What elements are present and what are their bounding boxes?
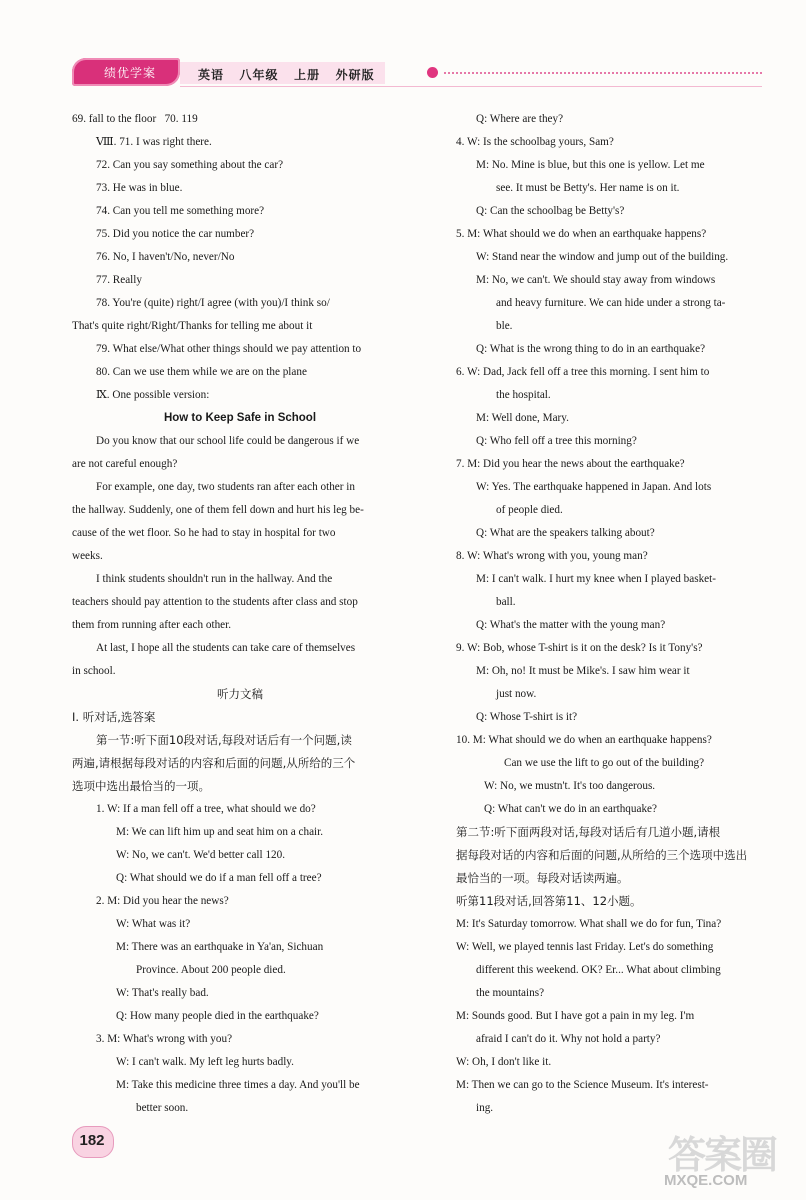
text-line: Q: Where are they? bbox=[476, 113, 564, 125]
text-line: of people died. bbox=[496, 504, 563, 516]
text-line: different this weekend. OK? Er... What about climbing bbox=[476, 964, 721, 976]
text-line: 72. Can you say something about the car? bbox=[96, 159, 284, 171]
text-line: W: That's really bad. bbox=[116, 987, 209, 999]
text-line: M: Take this medicine three times a day. And you'll be bbox=[116, 1079, 360, 1091]
text-line: For example, one day, two students ran after each other in bbox=[96, 481, 355, 493]
text-line: just now. bbox=[496, 688, 537, 700]
header-rule bbox=[180, 86, 762, 87]
text-line: see. It must be Betty's. Her name is on it. bbox=[496, 182, 680, 194]
text-line: M: No, we can't. We should stay away from windows bbox=[476, 274, 716, 286]
text-line: Q: What's the matter with the young man? bbox=[476, 619, 666, 631]
text-line: weeks. bbox=[72, 550, 103, 562]
page-number: 182 bbox=[79, 1132, 105, 1149]
section-heading: How to Keep Safe in School bbox=[163, 412, 317, 424]
text-line: Do you know that our school life could be dangerous if we bbox=[96, 435, 360, 447]
text-line: W: Yes. The earthquake happened in Japan. And lots bbox=[476, 481, 712, 493]
watermark-url: MXQE.COM bbox=[664, 1172, 748, 1189]
text-line: 5. M: What should we do when an earthquake happens? bbox=[456, 228, 707, 240]
text-line: 76. No, I haven't/No, never/No bbox=[96, 251, 235, 263]
text-line: 69. fall to the floor 70. 119 bbox=[72, 113, 198, 125]
text-line: M: There was an earthquake in Ya'an, Sichuan bbox=[116, 941, 324, 953]
text-line: M: Sounds good. But I have got a pain in my leg. I'm bbox=[456, 1010, 695, 1022]
text-line: 10. M: What should we do when an earthquake happens? bbox=[456, 734, 712, 746]
text-line: W: Stand near the window and jump out of the building. bbox=[476, 251, 729, 263]
text-line: Q: What is the wrong thing to do in an earthquake? bbox=[476, 343, 706, 355]
text-line: 8. W: What's wrong with you, young man? bbox=[456, 550, 648, 562]
text-line: 74. Can you tell me something more? bbox=[96, 205, 265, 217]
text-line: ing. bbox=[476, 1102, 494, 1114]
text-line: At last, I hope all the students can take care of themselves bbox=[96, 642, 356, 654]
header-subject-line: 英语 八年级 上册 外研版 bbox=[198, 68, 375, 82]
text-line: 1. W: If a man fell off a tree, what should we do? bbox=[96, 803, 316, 815]
text-line: 75. Did you notice the car number? bbox=[96, 228, 255, 240]
text-line: cause of the wet floor. So he had to stay in hospital for two bbox=[72, 527, 336, 539]
text-line: Q: How many people died in the earthquake? bbox=[116, 1010, 319, 1022]
text-line: Q: What are the speakers talking about? bbox=[476, 527, 655, 539]
text-line: M: Then we can go to the Science Museum. It's interest- bbox=[456, 1079, 709, 1091]
text-line: 6. W: Dad, Jack fell off a tree this morning. I sent him to bbox=[456, 366, 710, 378]
text-line: That's quite right/Right/Thanks for telling me about it bbox=[72, 320, 313, 332]
text-line: M: I can't walk. I hurt my knee when I played basket- bbox=[476, 573, 716, 585]
text-line: W: Oh, I don't like it. bbox=[456, 1056, 552, 1068]
text-line: better soon. bbox=[136, 1102, 189, 1114]
text-line: Province. About 200 people died. bbox=[136, 964, 286, 976]
text-line: 77. Really bbox=[96, 274, 142, 286]
text-line: 80. Can we use them while we are on the plane bbox=[96, 366, 307, 378]
text-line: teachers should pay attention to the students after class and stop bbox=[72, 596, 358, 608]
text-line: Q: What can't we do in an earthquake? bbox=[484, 803, 657, 815]
text-line: M: We can lift him up and seat him on a chair. bbox=[116, 826, 324, 838]
text-line: 7. M: Did you hear the news about the earthquake? bbox=[456, 458, 685, 470]
text-line: 9. W: Bob, whose T-shirt is it on the desk? Is it Tony's? bbox=[456, 642, 703, 654]
text-line: ble. bbox=[496, 320, 513, 332]
text-line: Ⅷ. 71. I was right there. bbox=[96, 136, 212, 148]
text-line: W: Well, we played tennis last Friday. Let's do something bbox=[456, 941, 714, 953]
text-line: 78. You're (quite) right/I agree (with you)/I think so/ bbox=[96, 297, 330, 309]
text-line: 4. W: Is the schoolbag yours, Sam? bbox=[456, 136, 614, 148]
text-line: M: It's Saturday tomorrow. What shall we do for fun, Tina? bbox=[456, 918, 722, 930]
section-heading: 听力文稿 bbox=[217, 687, 263, 701]
header-series-label: 绩优学案 bbox=[103, 66, 156, 80]
text-line: the hospital. bbox=[496, 389, 551, 401]
text-line: 79. What else/What other things should we pay attention to bbox=[96, 343, 362, 355]
text-line: 第二节:听下面两段对话,每段对话后有几道小题,请根 bbox=[456, 825, 721, 839]
text-line: 第一节:听下面10段对话,每段对话后有一个问题,读 bbox=[96, 733, 352, 747]
text-line: 73. He was in blue. bbox=[96, 182, 183, 194]
text-line: I think students shouldn't run in the hallway. And the bbox=[96, 573, 333, 585]
text-line: the hallway. Suddenly, one of them fell down and hurt his leg be- bbox=[72, 504, 364, 516]
text-line: the mountains? bbox=[476, 987, 545, 999]
text-line: Can we use the lift to go out of the building? bbox=[504, 757, 705, 769]
text-line: Q: Can the schoolbag be Betty's? bbox=[476, 205, 625, 217]
text-line: and heavy furniture. We can hide under a strong ta- bbox=[496, 297, 726, 309]
text-line: 两遍,请根据每段对话的内容和后面的问题,从所给的三个 bbox=[72, 756, 356, 770]
watermark-logo: 答案圈 bbox=[668, 1133, 777, 1177]
header-dotted-rule bbox=[444, 72, 762, 74]
text-line: 据每段对话的内容和后面的问题,从所给的三个选项中选出 bbox=[456, 848, 748, 862]
text-line: are not careful enough? bbox=[72, 458, 178, 470]
text-line: M: No. Mine is blue, but this one is yellow. Let me bbox=[476, 159, 705, 171]
text-line: them from running after each other. bbox=[72, 619, 232, 631]
text-line: in school. bbox=[72, 665, 116, 677]
text-line: Ⅰ. 听对话,选答案 bbox=[72, 710, 156, 724]
text-line: Q: What should we do if a man fell off a tree? bbox=[116, 872, 322, 884]
text-line: Ⅸ. One possible version: bbox=[96, 389, 210, 401]
text-line: Q: Whose T-shirt is it? bbox=[476, 711, 578, 723]
text-line: 3. M: What's wrong with you? bbox=[96, 1033, 233, 1045]
header-dot-icon bbox=[427, 67, 438, 78]
text-line: W: I can't walk. My left leg hurts badly. bbox=[116, 1056, 294, 1068]
text-line: 选项中选出最恰当的一项。 bbox=[72, 779, 210, 793]
text-line: W: No, we can't. We'd better call 120. bbox=[116, 849, 286, 861]
text-line: afraid I can't do it. Why not hold a party? bbox=[476, 1033, 661, 1045]
text-line: 2. M: Did you hear the news? bbox=[96, 895, 229, 907]
text-line: M: Well done, Mary. bbox=[476, 412, 569, 424]
text-line: ball. bbox=[496, 596, 516, 608]
text-line: Q: Who fell off a tree this morning? bbox=[476, 435, 637, 447]
text-line: M: Oh, no! It must be Mike's. I saw him wear it bbox=[476, 665, 690, 677]
text-line: W: No, we mustn't. It's too dangerous. bbox=[484, 780, 656, 792]
text-line: 最恰当的一项。每段对话读两遍。 bbox=[456, 871, 629, 885]
text-line: W: What was it? bbox=[116, 918, 191, 930]
text-line: 听第11段对话,回答第11、12小题。 bbox=[456, 894, 642, 908]
